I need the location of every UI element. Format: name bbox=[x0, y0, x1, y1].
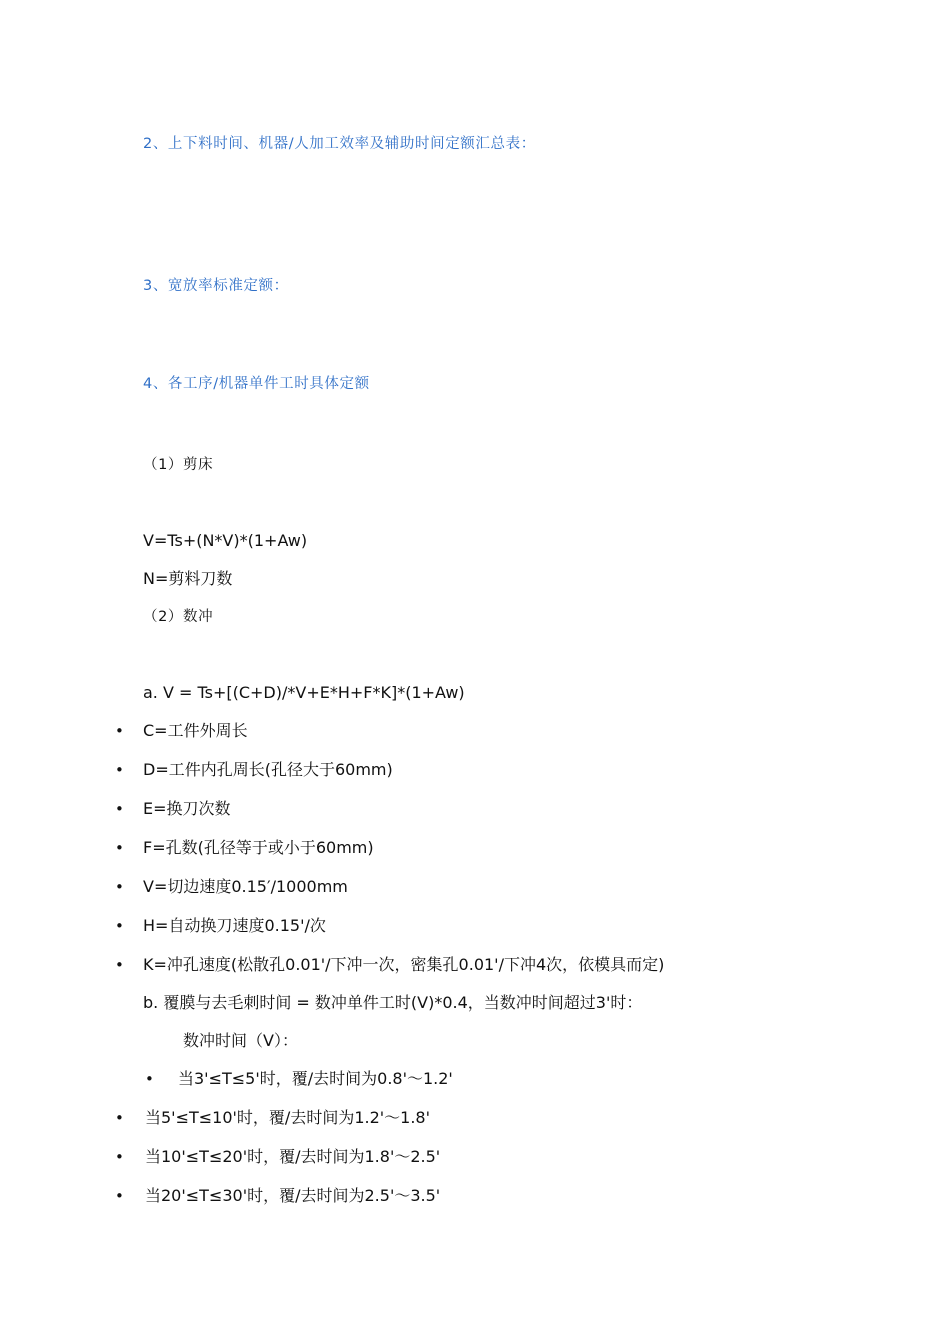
list-item: E=换刀次数 bbox=[143, 799, 231, 818]
bullet-dot: • bbox=[115, 1109, 124, 1127]
section-1-title: （1）剪床 bbox=[143, 457, 214, 473]
list-item: F=孔数(孔径等于或小于60mm) bbox=[143, 838, 374, 857]
list-item: 当20'≤T≤30'时，覆/去时间为2.5'～3.5' bbox=[145, 1186, 441, 1205]
list-item: 当3'≤T≤5'时，覆/去时间为0.8'～1.2' bbox=[178, 1069, 453, 1088]
list-item: K=冲孔速度(松散孔0.01'/下冲一次，密集孔0.01'/下冲4次，依模具而定) bbox=[143, 955, 665, 974]
heading-4: 4、各工序/机器单件工时具体定额 bbox=[143, 376, 370, 392]
bullet-dot: • bbox=[115, 839, 124, 857]
list-item: D=工件内孔周长(孔径大于60mm) bbox=[143, 760, 393, 779]
list-item: H=自动换刀速度0.15'/次 bbox=[143, 916, 326, 935]
formula-punch-b: b. 覆膜与去毛刺时间 = 数冲单件工时(V)*0.4，当数冲时间超过3'时： bbox=[143, 993, 643, 1012]
formula-shear-note: N=剪料刀数 bbox=[143, 569, 233, 588]
bullet-dot: • bbox=[115, 1148, 124, 1166]
bullet-dot: • bbox=[115, 956, 124, 974]
list-item: 当5'≤T≤10'时，覆/去时间为1.2'～1.8' bbox=[145, 1108, 431, 1127]
bullet-dot: • bbox=[115, 878, 124, 896]
bullet-dot: • bbox=[115, 800, 124, 818]
bullet-dot: • bbox=[115, 917, 124, 935]
list-item: V=切边速度0.15′/1000mm bbox=[143, 877, 348, 896]
section-2-title: （2）数冲 bbox=[143, 609, 214, 625]
formula-shear: V=Ts+(N*V)*(1+Aw) bbox=[143, 531, 308, 550]
list-item: C=工件外周长 bbox=[143, 721, 248, 740]
bullet-dot: • bbox=[145, 1070, 154, 1088]
bullet-dot: • bbox=[115, 761, 124, 779]
heading-3: 3、宽放率标准定额： bbox=[143, 278, 289, 294]
bullet-dot: • bbox=[115, 1187, 124, 1205]
bullet-dot: • bbox=[115, 722, 124, 740]
heading-2: 2、上下料时间、机器/人加工效率及辅助时间定额汇总表： bbox=[143, 136, 536, 152]
formula-punch-a: a. V = Ts+[(C+D)/*V+E*H+F*K]*(1+Aw) bbox=[143, 683, 465, 702]
list-item: 当10'≤T≤20'时，覆/去时间为1.8'～2.5' bbox=[145, 1147, 441, 1166]
punch-time-label: 数冲时间（V）： bbox=[183, 1031, 298, 1050]
